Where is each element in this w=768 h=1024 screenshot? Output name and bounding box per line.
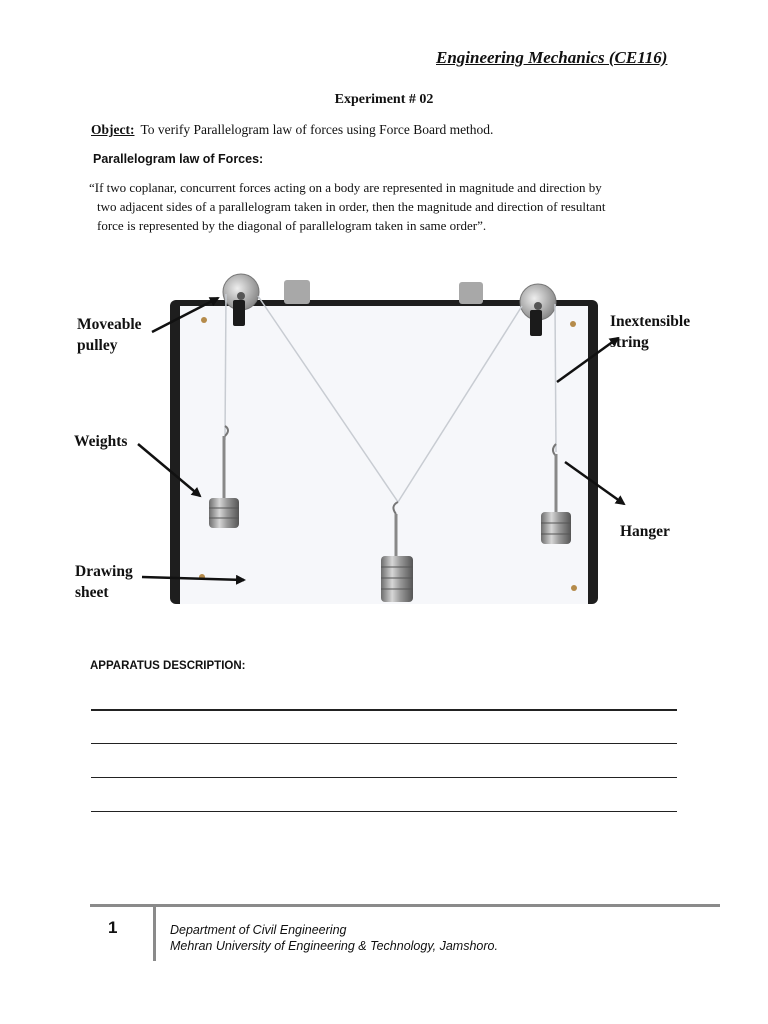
- object-label: Object:: [91, 122, 135, 137]
- law-line-3: force is represented by the diagonal of parallelogram taken in same order”.: [97, 218, 487, 233]
- pin-top-right: [570, 321, 576, 327]
- label-moveable-pulley-line-2: pulley: [77, 337, 118, 354]
- weight-center: [381, 556, 413, 602]
- label-inextensible-string-line-2: string: [610, 334, 649, 351]
- experiment-title-text: Experiment # 02: [334, 92, 434, 107]
- law-statement: [89, 178, 689, 235]
- weight-left: [209, 498, 239, 528]
- apparatus-heading: APPARATUS DESCRIPTION:: [90, 660, 246, 672]
- label-inextensible-string: [610, 311, 690, 353]
- top-clip-right: [459, 282, 483, 304]
- answer-line-4: [91, 811, 677, 812]
- law-heading: Parallelogram law of Forces:: [93, 152, 264, 166]
- label-drawing-sheet: [75, 561, 133, 603]
- law-line-1: “If two coplanar, concurrent forces acting on a body are represented in magnitude and direction by: [89, 180, 602, 195]
- pin-top-left: [201, 317, 207, 323]
- experiment-title: [0, 92, 768, 108]
- pulley-right-clamp: [530, 310, 542, 336]
- label-hanger: Hanger: [620, 523, 670, 540]
- object-text: To verify Parallelogram law of forces using Force Board method.: [140, 122, 494, 137]
- string-right-vertical: [555, 304, 556, 452]
- pin-bottom-right: [571, 585, 577, 591]
- label-moveable-pulley: [77, 314, 142, 356]
- top-clip-left: [284, 280, 310, 304]
- object-line: [91, 122, 493, 138]
- law-line-2: two adjacent sides of a parallelogram taken in order, then the magnitude and direction of resultant: [97, 199, 606, 214]
- page-number: 1: [108, 918, 118, 937]
- label-drawing-sheet-line-2: sheet: [75, 584, 109, 601]
- answer-line-3: [91, 777, 677, 778]
- pulley-left-clamp: [233, 300, 245, 326]
- course-title: Engineering Mechanics (CE116): [436, 48, 668, 67]
- footer-institution: [170, 922, 498, 954]
- label-inextensible-string-line-1: Inextensible: [610, 313, 691, 330]
- answer-line-2: [91, 743, 677, 744]
- pulley-right-hub: [534, 302, 542, 310]
- pulley-left-hub: [237, 292, 245, 300]
- footer-separator: [153, 907, 156, 961]
- label-moveable-pulley-line-1: Moveable: [77, 316, 142, 333]
- label-weights: Weights: [74, 433, 128, 450]
- string-left-vertical: [225, 294, 226, 440]
- footer-rule: [90, 904, 720, 907]
- footer-university: Mehran University of Engineering & Technology, Jamshoro.: [170, 939, 498, 953]
- answer-line-1: [91, 709, 677, 711]
- weight-right: [541, 512, 571, 544]
- label-drawing-sheet-line-1: Drawing: [75, 563, 133, 580]
- footer-department: Department of Civil Engineering: [170, 923, 347, 937]
